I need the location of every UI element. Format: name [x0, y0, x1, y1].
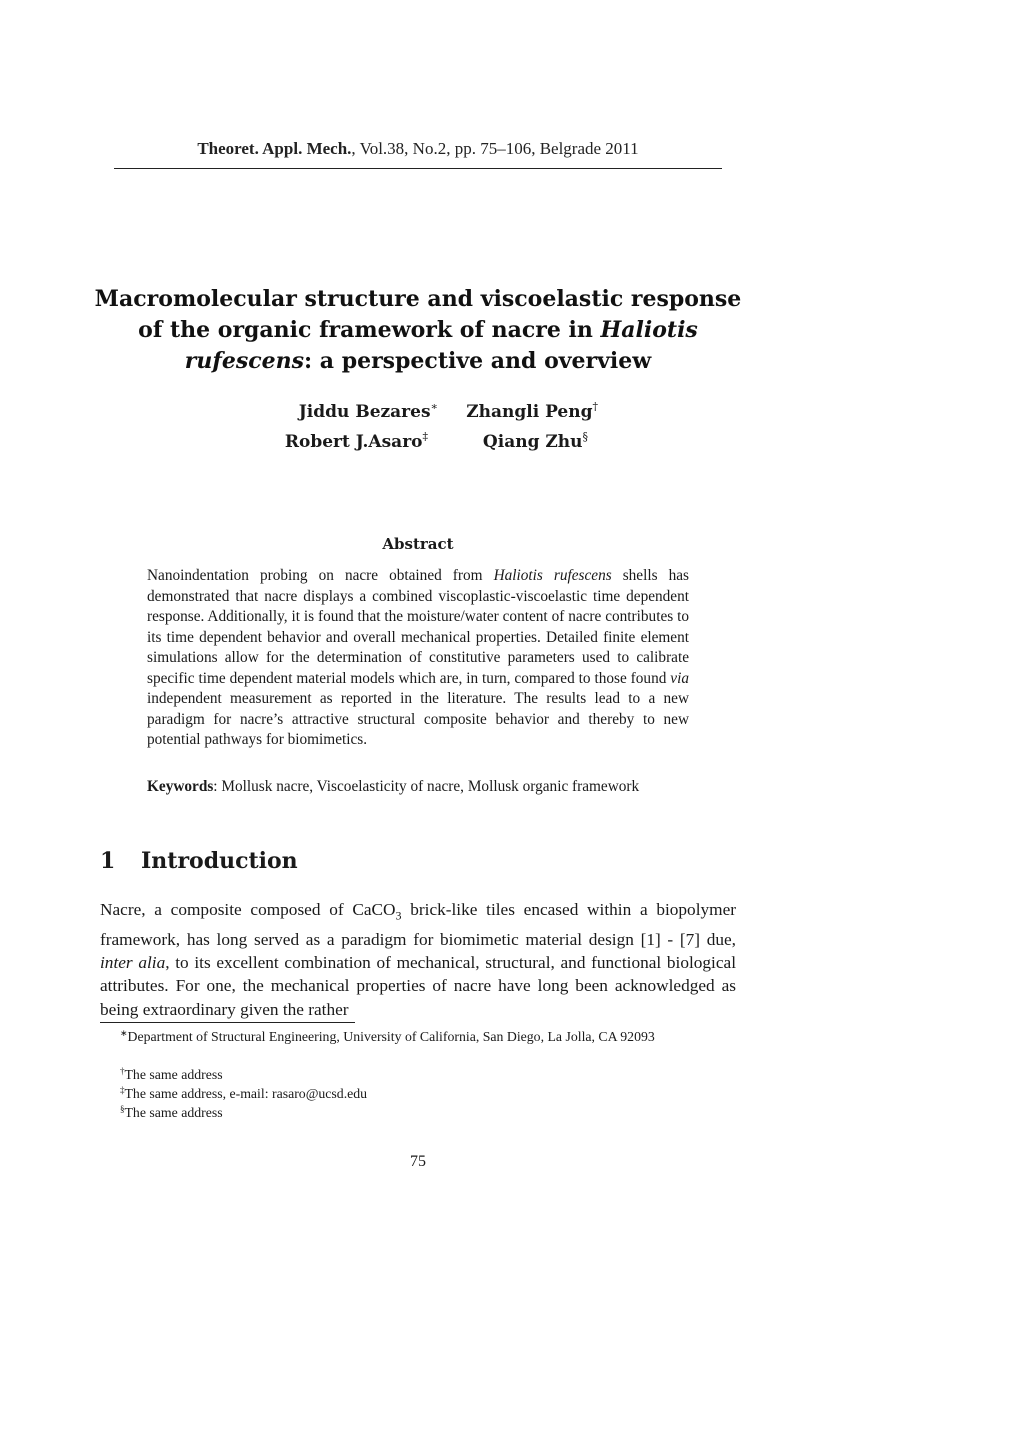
section-heading — [100, 848, 298, 874]
footnote: ∗Department of Structural Engineering, University of California, San Diego, La Jolla, CA 92093 — [120, 1028, 655, 1044]
authors-row-2 — [0, 432, 836, 452]
keywords: Keywords: Mollusk nacre, Viscoelasticity of nacre, Mollusk organic framework — [147, 778, 640, 795]
abstract-heading: Abstract — [382, 535, 454, 553]
paper-title: Macromolecular structure and viscoelastic response of the organic framework of nacre in Haliotis rufescens: a perspective and overview — [94, 286, 742, 374]
footnote: §The same address — [120, 1104, 223, 1120]
running-header — [0, 139, 836, 159]
header-rule — [114, 168, 722, 169]
footnote: †The same address — [120, 1066, 223, 1082]
author: Robert J.Asaro‡ — [284, 430, 428, 452]
introduction-paragraph: Nacre, a composite composed of CaCO$_3$ brick-like tiles encased within a biopolymer framework, has long served as a paradigm for biomimetic material design [1] - [7] due, inter alia, to its excellent combination of mechanical, structural, and functional biological attributes. For one, the mechanical properties of nacre have long been acknowledged as being extraordinary given the rather — [100, 900, 737, 1019]
footnote: ‡The same address, e-mail: rasaro@ucsd.edu — [120, 1085, 368, 1101]
authors-row-1 — [0, 402, 836, 422]
keywords-label: Keywords — [147, 778, 214, 795]
author: Qiang Zhu§ — [482, 430, 588, 452]
footnote-rule — [100, 1022, 355, 1023]
author: Jiddu Bezares∗ — [298, 400, 438, 422]
title-species: Haliotis rufescens — [184, 317, 698, 374]
author: Zhangli Peng† — [466, 400, 598, 422]
section-title: Introduction — [141, 848, 298, 874]
abstract-body: Nanoindentation probing on nacre obtained from Haliotis rufescens shells has demonstrated that nacre displays a combined viscoplastic-viscoelastic time dependent response. Additionally, it is found that the moisture/water content of nacre contributes to its time dependent behavior and overall mechanical properties. Detailed finite element simulations allow for the determination of constitutive parameters used to calibrate specific time dependent material models which are, in turn, compared to those found via independent measurement as reported in the literature. The results lead to a new paradigm for nacre’s attractive structural composite behavior and thereby to new potential pathways for biomimetics. — [147, 567, 689, 748]
journal-details: , Vol.38, No.2, pp. 75–106, Belgrade 2011 — [351, 139, 639, 158]
page-number: 75 — [410, 1153, 426, 1170]
journal-name: Theoret. Appl. Mech. — [197, 139, 352, 158]
section-number: 1 — [100, 848, 116, 874]
